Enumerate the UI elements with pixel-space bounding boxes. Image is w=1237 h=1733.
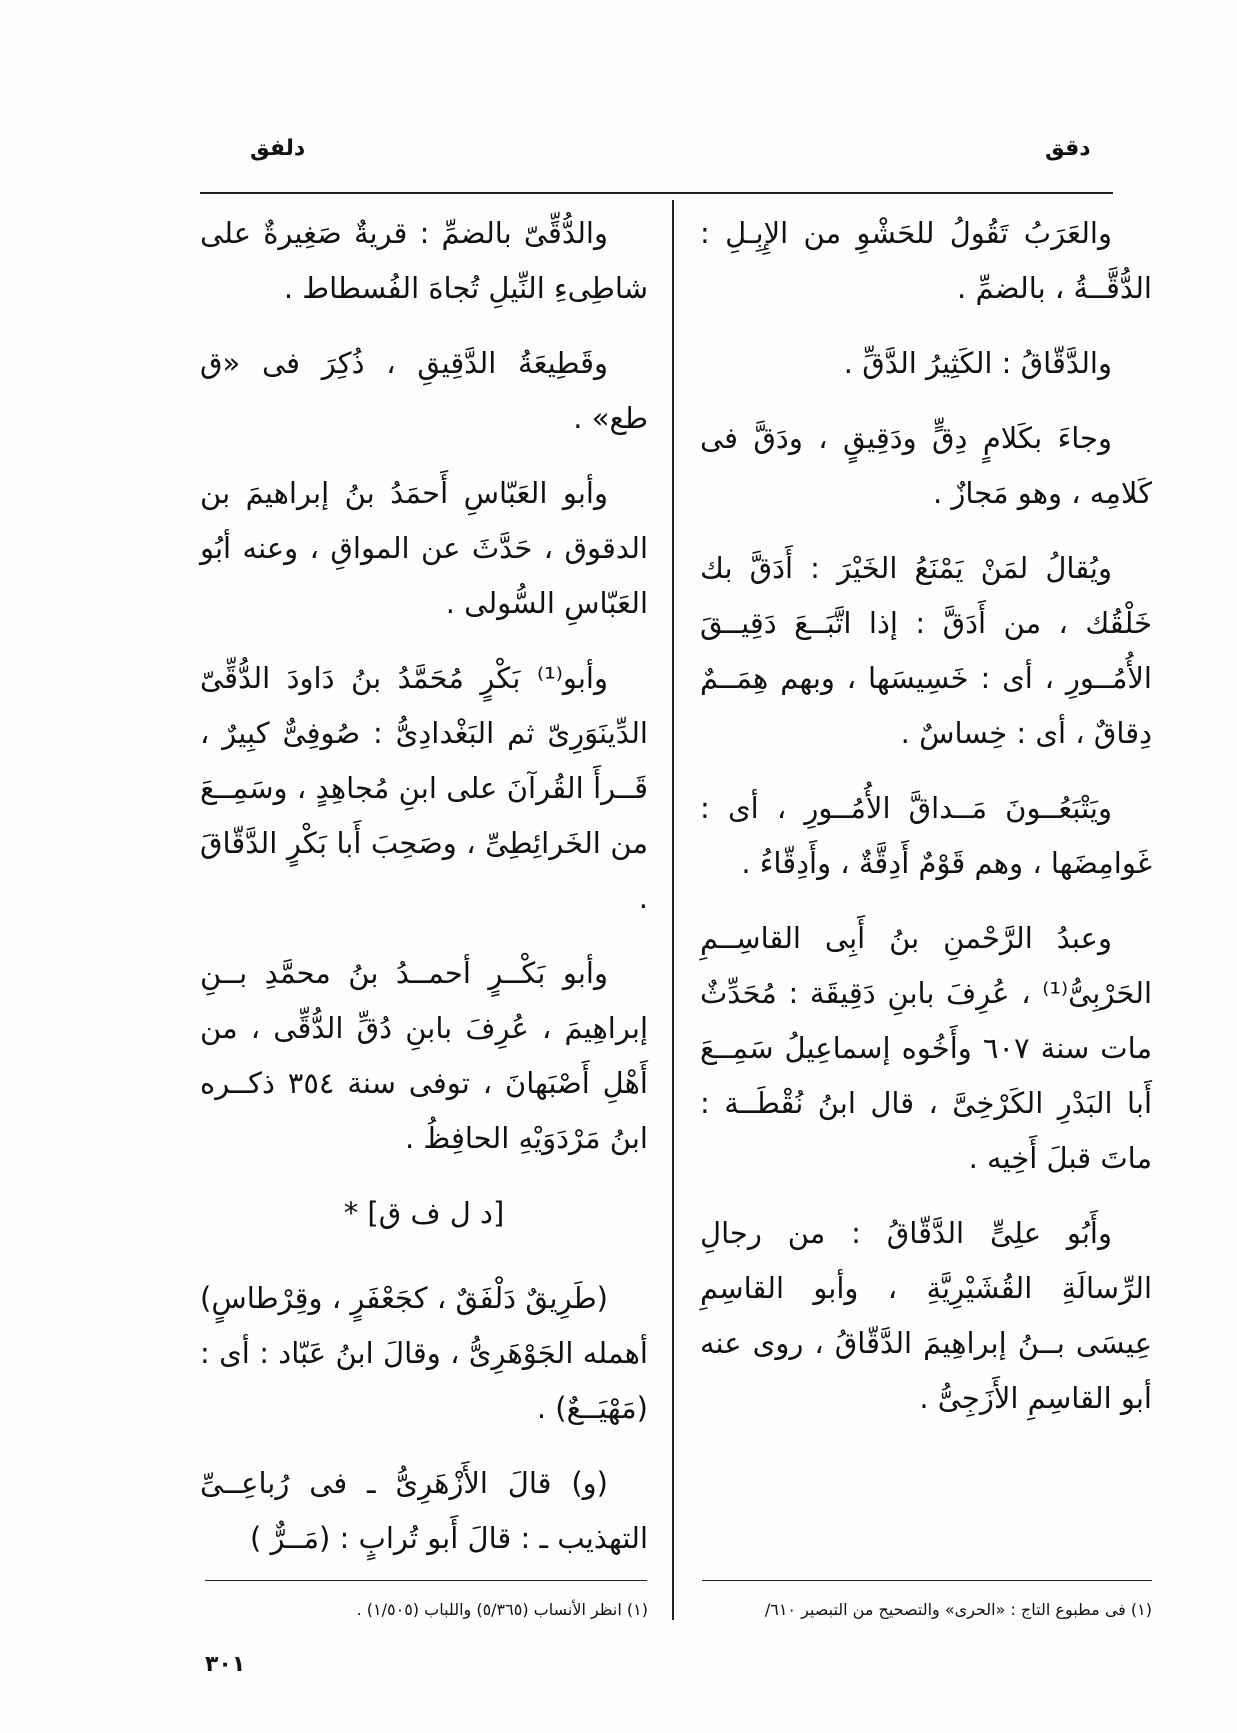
paragraph: وقَطِيعَةُ الدَّقِيقِ ، ذُكِرَ فى «ق طع» .	[200, 346, 648, 435]
header-root-right: دقق	[1045, 136, 1091, 161]
column-divider	[672, 200, 674, 1620]
header-root-left: دلفق	[250, 136, 306, 161]
paragraph: (طَرِيقٌ دَلْفَقٌ ، كجَعْفَرٍ ، وقِرْطاسٍ) أهمله الجَوْهَرِىُّ ، وقالَ ابنُ عَبّاد : أى : (مَهْيَــعٌ) .	[200, 1281, 648, 1425]
paragraph: وجاءَ بكَلامٍ دِقٍّ ودَقِيقٍ ، ودَقَّ فى كَلامِه ، وهو مَجازٌ .	[700, 421, 1152, 510]
paragraph: ويُقالُ لمَنْ يَمْنَعُ الخَيْرَ : أَدَقَّ بك خَلْقُك ، من أَدَقَّ : إذا اتَّبَــعَ دَقِيــقَ الأُمُــورِ ، أى : خَسِيسَها ، وبهم هِمَــمٌ دِقاقٌ ، أى : خِساسٌ .	[700, 551, 1152, 750]
paragraph: وأَبُو علِىٍّ الدَّقّاقُ : من رجالِ الرِّسالَةِ القُشَيْرِيَّةِ ، وأبو القاسِمِ عِيسَى بــنُ إبراهِيمَ الدَّقّاقُ ، روى عنه أبو القاسِمِ الأَزَجِىُّ .	[700, 1216, 1152, 1415]
paragraph: ويَتْبَعُــونَ مَــداقَّ الأُمُــورِ ، أى : غَوامِضَها ، وهم قَوْمٌ أَدِقَّةٌ ، وأَدِقّاءُ .	[700, 791, 1152, 880]
paragraph: والدَّقّاقُ : الكَثِيرُ الدَّقِّ .	[843, 346, 1112, 380]
paragraph: وعبدُ الرَّحْمنِ بنُ أَبِى القاسِــمِ الحَرْبِىُّ⁽¹⁾ ، عُرِفَ بابنِ دَقِيقَة : مُحَدِّثٌ مات سنة ٦٠٧ وأَخُوه إسماعِيلُ سَمِــعَ أَبا البَدْرِ الكَرْخِىَّ ، قال ابنُ نُقْطَــة : ماتَ قبلَ أَخِيه .	[700, 921, 1152, 1175]
section-title-root: [د ل ف ق] *	[343, 1196, 505, 1230]
paragraph: والعَرَبُ تَقُولُ للحَشْوِ من الإِبِـلِ : الدُّقَّــةُ ، بالضمِّ .	[700, 216, 1152, 305]
left-column	[200, 206, 648, 1586]
paragraph: وأبو العَبّاسِ أَحمَدُ بنُ إبراهيمَ بن الدقوق ، حَدَّثَ عن المواقِ ، وعنه أبُو العَبّاسِ السُّولى .	[200, 476, 648, 620]
footnote-rule-left	[205, 1580, 647, 1581]
right-column	[700, 206, 1152, 1446]
header-rule	[200, 192, 1113, 194]
footnote-rule-right	[702, 1580, 1152, 1581]
paragraph: وأبو⁽¹⁾ بَكْرٍ مُحَمَّدُ بنُ دَاودَ الدُّقِّىّ الدِّينَوَرِىّ ثم البَغْدادِىُّ : صُوفِىٌّ كبِيرٌ ، قَــرأَ القُرآنَ على ابنِ مُجاهِدٍ ، وسَمِــعَ من الخَرائِطِىِّ ، وصَحِبَ أَبا بَكْرٍ الدَّقّاقَ .	[200, 661, 648, 915]
footnote-left: (١) انظر الأنساب (٥/٣٦٥) واللباب (١/٥٠٥) .	[356, 1600, 648, 1619]
paragraph: (و) قالَ الأَزْهَرِىُّ ـ فى رُباعِــىِّ التهذيب ـ : قالَ أَبو تُرابٍ : (مَــرٌّ )	[200, 1466, 648, 1555]
paragraph: وأبو بَكْــرٍ أحمــدُ بنُ محمَّدِ بــنِ إبراهِيمَ ، عُرِفَ بابنِ دُقِّ الدُّقِّى ، من أَهْلِ أَصْبَهانَ ، توفى سنة ٣٥٤ ذكــره ابنُ مَرْدَوَيْهِ الحافِظُ .	[200, 956, 648, 1155]
paragraph: والدُّقِّىّ بالضمِّ : قريةٌ صَغِيرةٌ على شاطِىءِ النِّيلِ تُجاهَ الفُسطاط .	[200, 216, 648, 305]
page-number: ٣٠١	[205, 1652, 246, 1677]
footnote-right: (١) فى مطبوع التاج : «الحرى» والتصحيح من التبصير ٦١٠/	[764, 1600, 1152, 1619]
